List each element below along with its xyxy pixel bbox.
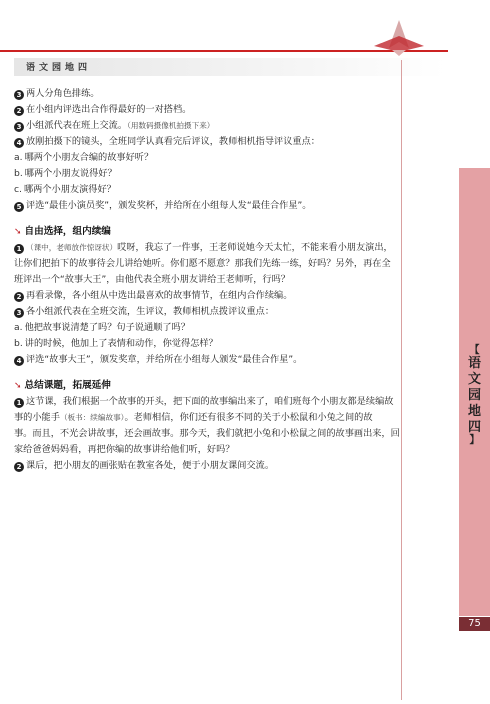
sub-marker: b. (14, 168, 23, 179)
page-content (14, 86, 446, 474)
list-item (14, 442, 446, 458)
step-text: 。老师相信，你们还有很多不同的关于小松鼠和小兔之间的故 (124, 412, 373, 423)
section-title: 自由选择，组内续编 (24, 226, 111, 237)
side-char: 四 (467, 420, 481, 435)
step-marker: 3 (14, 122, 24, 132)
sub-marker: a. (14, 152, 23, 163)
step-marker: 1 (14, 398, 24, 408)
step-text: 小组派代表在班上交流。 (26, 120, 128, 131)
chevron-icon: ➘ (14, 227, 22, 237)
sub-marker: b. (14, 338, 23, 349)
step-marker: 4 (14, 138, 24, 148)
step-marker: 3 (14, 90, 24, 100)
step-text: 哎呀，我忘了一件事，王老师说她今天太忙，不能来看小朋友演出， (117, 242, 393, 253)
list-item (14, 288, 446, 304)
step-text: 放刚拍摄下的镜头，全班同学认真看完后评议，教师相机指导评议重点： (26, 136, 320, 147)
step-marker: 2 (14, 462, 24, 472)
list-item (14, 256, 446, 272)
side-bracket-close: 】 (469, 435, 480, 446)
step-text: 事的小能手 (14, 412, 60, 423)
step-text: 让你们把拍下的故事待会儿讲给她听。你们愿不愿意？那我们先练一练，好吗？另外，再在全 (14, 258, 391, 269)
list-item (14, 240, 446, 256)
step-text: 他把故事说清楚了吗？句子说通顺了吗？ (24, 322, 190, 333)
step-text: 评选“故事大王”，颁发奖章，并给所在小组每人颁发“最佳合作星”。 (26, 354, 303, 365)
list-item (14, 86, 446, 102)
list-item (14, 272, 446, 288)
list-item (14, 410, 446, 426)
step-marker: 3 (14, 308, 24, 318)
page-number: 75 (459, 617, 490, 631)
list-item (14, 426, 446, 442)
step-note: （板书：续编故事） (59, 413, 125, 422)
step-text: 家给爸爸妈妈看，再把你编的故事讲给他们听，好吗？ (14, 444, 235, 455)
step-note: （课中，老师放作惊讶状） (26, 243, 118, 252)
side-char: 地 (467, 404, 481, 419)
step-text: 两人分角色排练。 (26, 88, 100, 99)
side-char: 语 (467, 356, 481, 371)
side-char: 文 (467, 372, 481, 387)
step-marker: 1 (14, 244, 24, 254)
list-item (14, 150, 446, 166)
section-title: 总结课题，拓展延伸 (24, 380, 111, 391)
list-item (14, 458, 446, 474)
step-text: 各小组派代表在全班交流，生评议，教师相机点拨评议重点： (26, 306, 275, 317)
chevron-icon: ➘ (14, 381, 22, 391)
step-marker: 2 (14, 106, 24, 116)
step-marker: 4 (14, 356, 24, 366)
side-title (459, 346, 490, 446)
step-text: 课后，把小朋友的画张贴在教室各处，便于小朋友课间交流。 (26, 460, 275, 471)
list-item (14, 182, 446, 198)
list-item (14, 320, 446, 336)
list-item (14, 134, 446, 150)
step-text: 再看录像，各小组从中选出最喜欢的故事情节，在组内合作续编。 (26, 290, 293, 301)
list-item (14, 352, 446, 368)
list-item (14, 336, 446, 352)
list-item (14, 166, 446, 182)
step-text: 评选“最佳小演员奖”，颁发奖杯，并给所在小组每人发“最佳合作星”。 (26, 200, 312, 211)
list-item (14, 102, 446, 118)
list-item (14, 198, 446, 214)
step-marker: 5 (14, 202, 24, 212)
step-text: 哪两个小朋友说得好？ (24, 168, 117, 179)
side-char: 园 (467, 388, 481, 403)
side-bracket-open: 【 (469, 345, 480, 356)
step-text: 事。而且，不光会讲故事，还会画故事。那今天，我们就把小兔和小松鼠之间的故事画出来，回 (14, 428, 400, 439)
list-item (14, 394, 446, 410)
step-text: 在小组内评选出合作得最好的一对搭档。 (26, 104, 192, 115)
step-marker: 2 (14, 292, 24, 302)
step-note: （用数码摄像机拍摄下来） (127, 121, 215, 130)
step-text: 班评出一个“故事大王”，由他代表全班小朋友讲给王老师听，行吗？ (14, 274, 290, 285)
header-label: 语文园地四 (26, 63, 92, 73)
section-heading (14, 378, 446, 394)
paper-plane-icon (364, 18, 434, 58)
step-text: 讲的时候，他加上了表情和动作，你觉得怎样？ (24, 338, 218, 349)
section-heading (14, 224, 446, 240)
list-item (14, 118, 446, 134)
list-item (14, 304, 446, 320)
step-text: 这节课，我们根据一个故事的开头，把下面的故事编出来了，咱们班每个小朋友都是续编故 (26, 396, 394, 407)
step-text: 哪两个小朋友演得好？ (23, 184, 116, 195)
step-text: 哪两个小朋友合编的故事好听？ (24, 152, 154, 163)
sub-marker: a. (14, 322, 23, 333)
sub-marker: c. (14, 184, 22, 195)
